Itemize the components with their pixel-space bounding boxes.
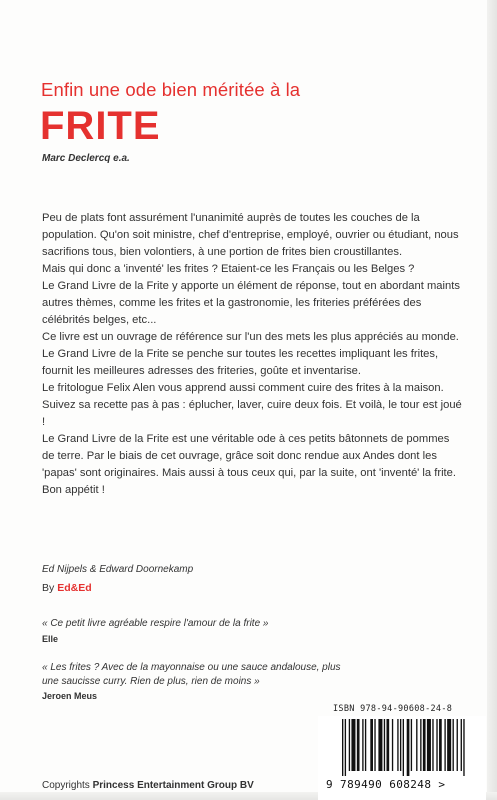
barcode-bar: [365, 719, 366, 771]
copyright-company: Princess Entertainment Group BV: [92, 780, 254, 791]
review-source: Jeroen Meus: [42, 691, 98, 701]
review-source: Elle: [42, 634, 59, 644]
page-edge-shadow: [487, 0, 497, 800]
by-prefix: By: [42, 582, 55, 594]
barcode-bar: [447, 719, 451, 771]
barcode-bar: [384, 719, 385, 771]
barcode-bar: [453, 719, 454, 771]
copyright-prefix: Copyrights: [42, 780, 90, 791]
barcode-bar: [411, 719, 412, 771]
blurb-paragraph: Ce livre est un ouvrage de référence sur l'un des mets les plus appréciés au monde. Le Grand Livre de la Frite se penche sur toutes les recettes impliquant les frites, fournit les meilleures adresses des friteries, goûte et inventarise.: [42, 331, 459, 377]
blurb-paragraph: Le Grand Livre de la Frite est une véritable ode à ces petits bâtonnets de pommes de terre. Par le biais de cet ouvrage, grâce soit donc rendue aux Andes dont les 'papas' sont originaires. Mais aussi à tous ceux qui, par la suite, ont 'inventé' la frite. Bon appétit !: [42, 433, 456, 496]
blurb-text: [42, 210, 462, 499]
review-quote: « Ce petit livre agréable respire l'amour de la frite »: [42, 618, 269, 629]
author-line: Marc Declercq e.a.: [42, 153, 130, 164]
barcode-bar: [457, 719, 458, 771]
barcode-bar: [439, 719, 442, 771]
cover-title: FRITE: [40, 104, 161, 148]
publisher-line: [42, 582, 92, 594]
barcode-bar: [392, 719, 393, 771]
blurb-paragraph: Le Grand Livre de la Frite y apporte un élément de réponse, tout en abordant maints autres thèmes, comme les frites et la gastronomie, les friteries préférées des célébrités belges, etc...: [42, 280, 460, 326]
barcode-bar: [374, 719, 375, 771]
blurb-paragraph: Mais qui donc a 'inventé' les frites ? Etaient-ce les Français ou les Belges ?: [42, 263, 415, 275]
barcode-digits: 9 789490 608248 >: [326, 778, 446, 791]
barcode-bar: [351, 719, 355, 771]
barcode-bar: [407, 719, 410, 776]
barcode-bar: [444, 719, 445, 771]
barcode-bar: [403, 719, 404, 776]
barcode-bar: [370, 719, 373, 771]
barcode-bar: [345, 719, 346, 776]
barcode-bar: [357, 719, 360, 771]
barcode-icon: [342, 719, 466, 776]
cover-subtitle: Enfin une ode bien méritée à la: [41, 79, 301, 100]
barcode-bar: [436, 719, 437, 771]
blurb-paragraph: Le fritologue Felix Alen vous apprend aussi comment cuire des frites à la maison. Suivez sa recette pas à pas : éplucher, laver, cuire deux fois. Et voilà, le tour est joué !: [42, 382, 462, 428]
contributors-line: Ed Nijpels & Edward Doornekamp: [42, 564, 194, 575]
barcode-bar: [386, 719, 389, 771]
review-quote: « Les frites ? Avec de la mayonnaise ou une sauce andalouse, plus une saucisse curry. Rien de plus, rien de moins »: [42, 662, 341, 687]
barcode-bar: [378, 719, 382, 771]
barcode-bar: [432, 719, 433, 771]
barcode-bar: [463, 719, 464, 776]
barcode-bar: [423, 719, 426, 771]
blurb-paragraph: Peu de plats font assurément l'unanimité auprès de toutes les couches de la population. Qu'on soit ministre, chef d'entreprise, employé, ouvrier ou étudiant, nous sacrifions tous, bien volontiers, à une portion de frites bien croustillantes.: [42, 212, 459, 258]
barcode-bar: [349, 719, 350, 771]
barcode-bar: [400, 719, 401, 771]
barcode-bar: [461, 719, 462, 771]
barcode-bar: [342, 719, 343, 776]
isbn-label: ISBN 978-94-90608-24-8: [333, 704, 453, 714]
barcode-bar: [420, 719, 421, 771]
barcode-bar: [416, 719, 417, 771]
publisher-name: Ed&Ed: [57, 582, 92, 594]
barcode-bar: [427, 719, 431, 771]
barcode-bar: [397, 719, 398, 771]
barcode-bar: [362, 719, 363, 771]
copyright-line: [42, 780, 254, 791]
